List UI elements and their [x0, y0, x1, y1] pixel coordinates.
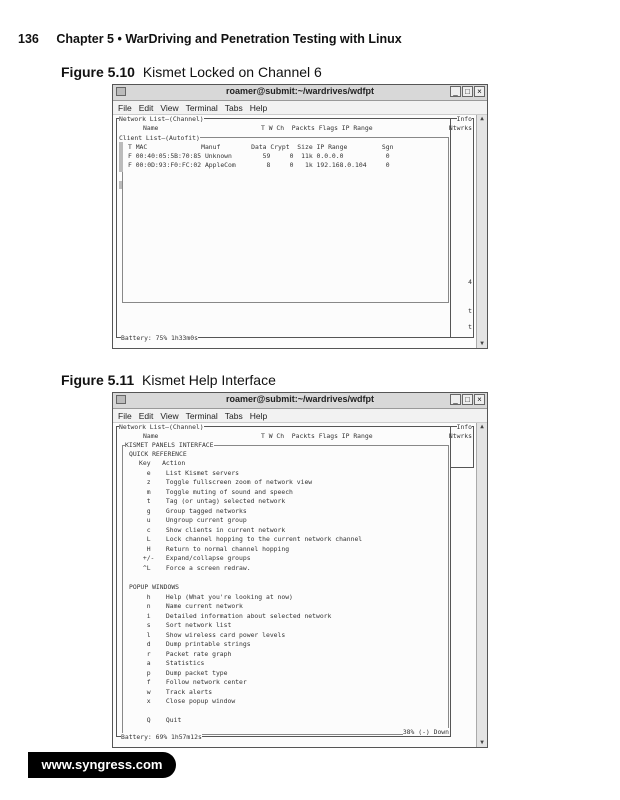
info-label: Info [456, 423, 472, 431]
title-bar [113, 393, 487, 409]
client-header: T MAC Manuf Data Crypt Size IP Range Sgn [128, 143, 394, 151]
help-entry: d Dump printable strings [139, 640, 251, 648]
scroll-up-icon[interactable]: ▲ [480, 423, 484, 430]
scroll-down-icon[interactable]: ▼ [480, 340, 484, 347]
help-entry: ^L Force a screen redraw. [139, 563, 251, 572]
menu-view[interactable]: View [160, 102, 179, 113]
maximize-icon[interactable]: □ [462, 394, 473, 405]
publisher-logo: www.syngress.com [28, 752, 176, 778]
info-label: Info [456, 115, 472, 123]
quick-reference-heading: QUICK REFERENCE [129, 450, 187, 458]
help-entry: z Toggle fullscreen zoom of network view [139, 478, 313, 486]
column-name: Name [143, 124, 159, 132]
side-char: t [468, 323, 472, 331]
column-headers: T W Ch Packts Flags IP Range [261, 432, 373, 440]
scroll-down-icon[interactable]: ▼ [480, 739, 484, 746]
help-panel-title: KISMET PANELS INTERFACE [125, 441, 214, 449]
vertical-scrollbar[interactable] [476, 115, 487, 348]
vertical-scrollbar[interactable] [476, 423, 487, 747]
info-value: Ntwrks [448, 432, 472, 440]
menu-tabs[interactable]: Tabs [224, 410, 243, 421]
help-entry: s Sort network list [139, 621, 232, 629]
selection-marker [119, 142, 123, 172]
client-list-label: Client List—(Autofit) [119, 134, 200, 142]
help-entry: g Group tagged networks [139, 506, 247, 515]
figure-caption-text: Kismet Locked on Channel 6 [142, 64, 322, 80]
figure-caption [61, 64, 322, 80]
popup-windows-heading: POPUP WINDOWS [129, 583, 180, 591]
scroll-up-icon[interactable]: ▲ [480, 115, 484, 122]
figure-caption [61, 372, 276, 388]
side-char: t [468, 307, 472, 315]
selection-marker [119, 181, 122, 189]
menu-help[interactable]: Help [249, 102, 268, 113]
figure-label: Figure 5.10 [61, 64, 135, 80]
menu-edit[interactable]: Edit [138, 102, 154, 113]
title-bar [113, 85, 487, 101]
minimize-icon[interactable]: _ [450, 394, 461, 405]
figure-label: Figure 5.11 [61, 372, 135, 388]
help-entry: e List Kismet servers [139, 468, 240, 477]
terminal-screen[interactable] [113, 115, 487, 348]
window-title: roamer@submit:~/wardrives/wdfpt [225, 394, 375, 404]
window-title: roamer@submit:~/wardrives/wdfpt [225, 86, 375, 96]
menu-view[interactable]: View [160, 410, 179, 421]
help-entry: t Tag (or untag) selected network [139, 497, 286, 505]
menu-edit[interactable]: Edit [138, 410, 154, 421]
help-entry: Q Quit [139, 716, 182, 724]
column-headers: T W Ch Packts Flags IP Range [261, 124, 373, 132]
menu-bar [113, 101, 487, 115]
help-entry: x Close popup window [139, 697, 236, 705]
network-list-label: Network List—(Channel) [119, 423, 204, 431]
minimize-icon[interactable]: _ [450, 86, 461, 97]
terminal-window [112, 392, 488, 748]
client-row[interactable]: F 00:40:05:5B:70:85 Unknown 59 0 11k 0.0.0.0 0 [128, 152, 390, 160]
help-entry: l Show wireless card power levels [139, 630, 286, 639]
help-entry: w Track alerts [139, 687, 213, 696]
help-entry: H Return to normal channel hopping [139, 544, 290, 553]
help-entry: i Detailed information about selected network [139, 611, 332, 620]
terminal-window [112, 84, 488, 349]
help-entry: c Show clients in current network [139, 525, 286, 534]
help-entry: r Packet rate graph [139, 649, 232, 658]
help-entry: f Follow network center [139, 678, 247, 686]
help-entry: h Help (What you're looking at now) [139, 592, 293, 601]
close-icon[interactable]: × [474, 86, 485, 97]
menu-file[interactable]: File [118, 410, 132, 421]
side-char: 4 [468, 278, 472, 286]
client-row[interactable]: F 00:0D:93:F0:FC:02 AppleCom 8 0 1k 192.168.0.104 0 [128, 161, 390, 169]
battery-status: Battery: 75% 1h33m0s [121, 334, 198, 342]
battery-status: Battery: 69% 1h57m12s [121, 733, 202, 741]
menu-tabs[interactable]: Tabs [224, 102, 243, 113]
help-entry: p Dump packet type [139, 668, 228, 677]
figure-caption-text: Kismet Help Interface [142, 372, 276, 388]
chapter-title: Chapter 5 • WarDriving and Penetration Testing with Linux [56, 32, 402, 46]
info-value: Ntwrks [448, 124, 472, 132]
menu-file[interactable]: File [118, 102, 132, 113]
help-entry: L Lock channel hopping to the current network channel [139, 535, 363, 543]
help-entry: u Ungroup current group [139, 516, 247, 524]
help-entry: a Statistics [139, 659, 205, 667]
menu-help[interactable]: Help [249, 410, 268, 421]
scroll-position: 38% (-) Down [402, 728, 449, 736]
info-frame [450, 118, 474, 338]
help-entry: n Name current network [139, 602, 243, 610]
page-header [18, 32, 402, 46]
page-number: 136 [18, 32, 39, 46]
help-entry: +/- Expand/collapse groups [139, 554, 251, 562]
maximize-icon[interactable]: □ [462, 86, 473, 97]
menu-bar [113, 409, 487, 423]
key-action-header: Key Action [139, 459, 186, 467]
column-name: Name [143, 432, 159, 440]
menu-terminal[interactable]: Terminal [185, 102, 218, 113]
help-entry: m Toggle muting of sound and speech [139, 487, 293, 496]
menu-terminal[interactable]: Terminal [185, 410, 218, 421]
terminal-screen[interactable] [113, 423, 487, 747]
network-list-label: Network List—(Channel) [119, 115, 204, 123]
close-icon[interactable]: × [474, 394, 485, 405]
